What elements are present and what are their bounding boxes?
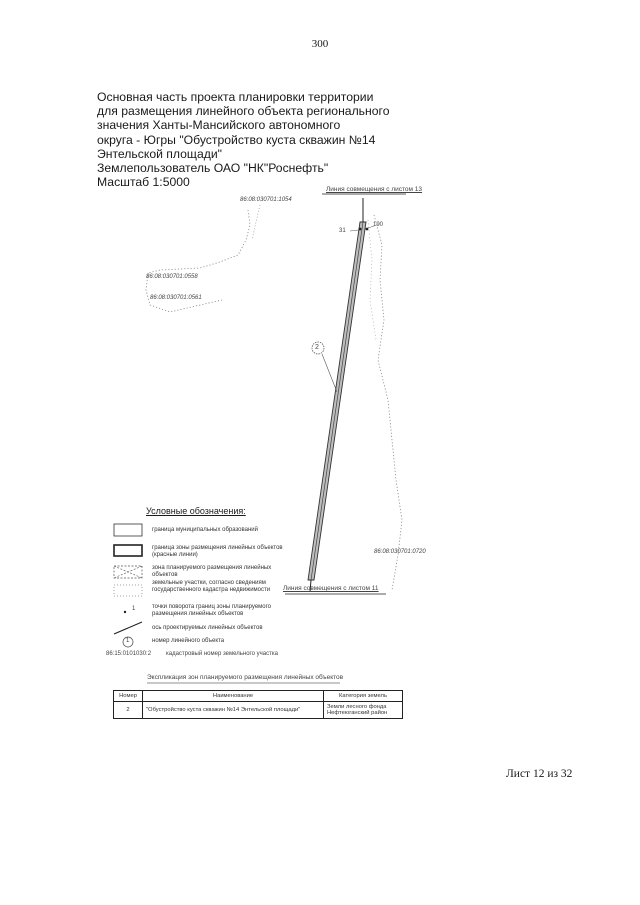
legend-item-turn-points: точки поворота границ зоны планируемого размещения линейных объектов — [152, 604, 272, 617]
parcel-label-720: 86:08:030701:0720 — [374, 549, 426, 555]
explication-table — [113, 690, 403, 719]
legend-item-parcels: земельные участки, согласно сведениям государственного кадастра недвижимости — [152, 580, 271, 593]
header-number: Номер — [114, 691, 143, 702]
legend-symbol-municipal — [114, 524, 142, 536]
legend-item-cadastral: кадастровый номер земельного участка — [166, 651, 278, 657]
title-line: значения Ханты-Мансийского автономного — [97, 118, 341, 133]
legend-sample-cadastral: 86:15:0101030:2 — [106, 651, 152, 657]
legend-item-municipal: граница муниципальных образований — [152, 527, 258, 533]
legend-item-number: номер линейного объекта — [152, 638, 225, 644]
title-line: Основная часть проекта планировки территории — [97, 90, 374, 104]
title-line: Землепользователь ОАО "НК"Роснефть" — [97, 161, 329, 176]
cell-number: 2 — [114, 702, 143, 719]
legend-title: Условные обозначения: — [146, 506, 246, 516]
parcel-label-561: 86:08:030701:0561 — [150, 295, 202, 301]
header-name: Наименование — [143, 691, 324, 702]
legend-symbol-axis — [114, 622, 142, 634]
title-line: для размещения линейного объекта регионального — [97, 104, 390, 119]
title-line: округа - Югры "Обустройство куста скважин №14 — [97, 132, 376, 147]
turn-point-190 — [366, 228, 369, 231]
legend-item-zone-boundary: граница зоны размещения линейных объектов (красные линии) — [152, 545, 283, 558]
header-category: Категория земель — [324, 691, 403, 702]
legend-sample-number: 1 — [126, 638, 130, 644]
point-label-31: 31 — [339, 228, 346, 234]
turn-point-31 — [359, 228, 362, 231]
object-number-leader — [322, 354, 337, 392]
page-number: 300 — [311, 38, 329, 50]
table-header-row — [114, 691, 403, 702]
cell-name: "Обустройство куста скважин №14 Энтельской площади" — [143, 702, 324, 719]
sheet-label: Лист 12 из 32 — [506, 768, 573, 780]
parcel-boundary-east-2 — [368, 220, 376, 340]
parcel-boundary-west-2 — [252, 205, 260, 240]
legend-symbol-turn-point — [124, 611, 126, 613]
legend-symbol-parcels — [114, 585, 142, 596]
title-line: Масштаб 1:5000 — [97, 175, 190, 190]
object-number-label: 2 — [315, 344, 319, 351]
legend-item-planned-zone: зона планируемого размещения линейных объектов — [152, 565, 272, 578]
object-axis — [311, 222, 363, 580]
match-line-top-label: Линия совмещения с листом 13 — [326, 186, 423, 193]
parcel-boundary-east — [374, 215, 402, 590]
legend-item-axis: ось проектируемых линейных объектов — [152, 625, 263, 631]
legend-symbol-zone-boundary — [114, 545, 142, 556]
cell-category: Земли лесного фонда Нефтеюганский район — [324, 702, 403, 719]
explication-title: Экспликация зон планируемого размещения линейных объектов — [147, 674, 344, 681]
leader-31 — [350, 230, 359, 231]
parcel-label-558: 86:08:030701:0558 — [146, 274, 198, 280]
title-line: Энтельской площади" — [97, 146, 222, 161]
legend-sample-point: 1 — [132, 606, 136, 612]
table-row — [114, 702, 403, 719]
match-line-bottom-label: Линия совмещения с листом 11 — [283, 585, 379, 592]
point-label-190: 190 — [373, 222, 384, 228]
parcel-label-1054: 86:08:030701:1054 — [240, 197, 292, 203]
